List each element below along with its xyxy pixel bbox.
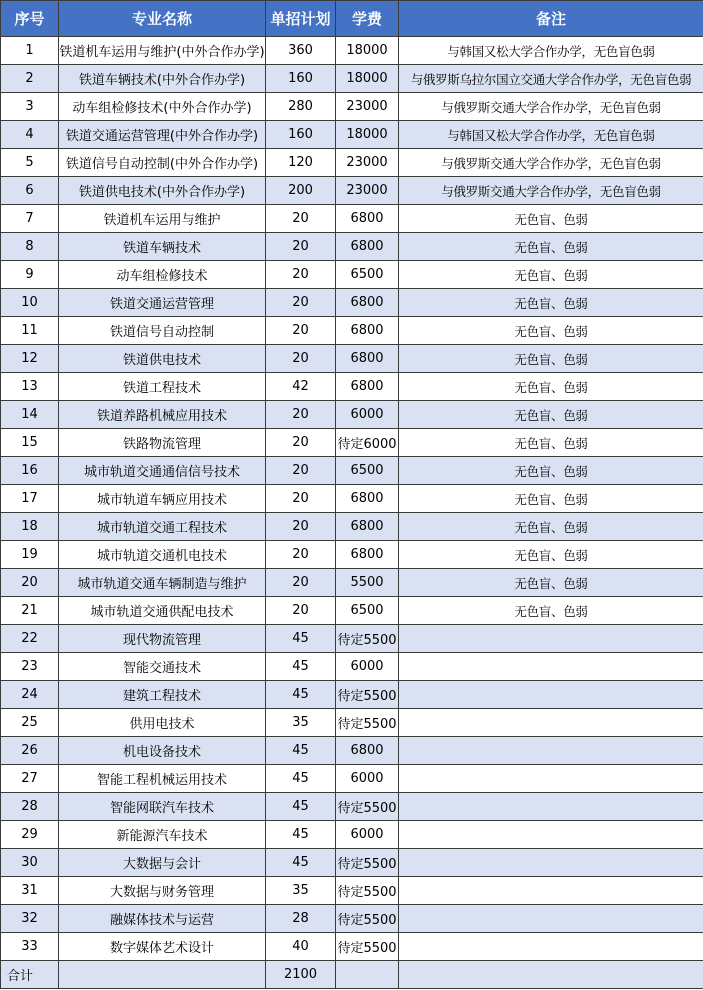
row-index: 12 (1, 345, 59, 373)
enrollment-plan: 35 (266, 709, 336, 737)
table-row (1, 905, 703, 933)
tuition-fee: 6800 (336, 737, 399, 765)
major-name: 铁道机车运用与维护(中外合作办学) (59, 37, 266, 65)
total-row (1, 961, 703, 989)
major-name: 数字媒体艺术设计 (59, 933, 266, 961)
enrollment-plan: 20 (266, 569, 336, 597)
enrollment-plan: 200 (266, 177, 336, 205)
row-index: 7 (1, 205, 59, 233)
table-row (1, 653, 703, 681)
tuition-fee: 6800 (336, 205, 399, 233)
remark (399, 905, 703, 933)
enrollment-plan: 20 (266, 261, 336, 289)
enrollment-plan: 20 (266, 597, 336, 625)
major-name: 铁路物流管理 (59, 429, 266, 457)
major-name: 城市轨道交通通信信号技术 (59, 457, 266, 485)
remark (399, 933, 703, 961)
major-name: 铁道工程技术 (59, 373, 266, 401)
row-index: 1 (1, 37, 59, 65)
major-name: 铁道养路机械应用技术 (59, 401, 266, 429)
header-major: 专业名称 (59, 1, 266, 37)
table-row (1, 177, 703, 205)
tuition-fee: 18000 (336, 121, 399, 149)
tuition-fee: 待定6000 (336, 429, 399, 457)
row-index: 8 (1, 233, 59, 261)
enrollment-plan: 20 (266, 289, 336, 317)
row-index: 32 (1, 905, 59, 933)
major-name: 大数据与财务管理 (59, 877, 266, 905)
total-major-cell (59, 961, 266, 989)
enrollment-plan: 35 (266, 877, 336, 905)
major-name: 建筑工程技术 (59, 681, 266, 709)
total-plan: 2100 (266, 961, 336, 989)
row-index: 2 (1, 65, 59, 93)
row-index: 17 (1, 485, 59, 513)
remark (399, 653, 703, 681)
tuition-fee: 待定5500 (336, 849, 399, 877)
tuition-fee: 6800 (336, 345, 399, 373)
enrollment-plan: 280 (266, 93, 336, 121)
row-index: 24 (1, 681, 59, 709)
enrollment-plan: 42 (266, 373, 336, 401)
major-name: 铁道交通运营管理 (59, 289, 266, 317)
remark (399, 821, 703, 849)
major-name: 铁道信号自动控制(中外合作办学) (59, 149, 266, 177)
row-index: 10 (1, 289, 59, 317)
remark: 无色盲、色弱 (399, 261, 703, 289)
tuition-fee: 23000 (336, 149, 399, 177)
enrollment-plan: 45 (266, 737, 336, 765)
major-name: 城市轨道交通车辆制造与维护 (59, 569, 266, 597)
tuition-fee: 6500 (336, 457, 399, 485)
tuition-fee: 6500 (336, 261, 399, 289)
row-index: 20 (1, 569, 59, 597)
tuition-fee: 6800 (336, 373, 399, 401)
tuition-fee: 待定5500 (336, 709, 399, 737)
table-row (1, 877, 703, 905)
enrollment-plan: 45 (266, 681, 336, 709)
enrollment-plan: 20 (266, 205, 336, 233)
table-row (1, 233, 703, 261)
table-row (1, 457, 703, 485)
major-name: 智能交通技术 (59, 653, 266, 681)
remark (399, 793, 703, 821)
major-name: 城市轨道交通供配电技术 (59, 597, 266, 625)
enrollment-plan: 45 (266, 765, 336, 793)
table-row (1, 793, 703, 821)
enrollment-plan: 45 (266, 653, 336, 681)
tuition-fee: 6800 (336, 485, 399, 513)
table-row (1, 317, 703, 345)
tuition-fee: 6500 (336, 597, 399, 625)
enrollment-plan: 40 (266, 933, 336, 961)
enrollment-plan: 20 (266, 541, 336, 569)
remark: 无色盲、色弱 (399, 317, 703, 345)
table-row (1, 485, 703, 513)
row-index: 5 (1, 149, 59, 177)
table-row (1, 289, 703, 317)
table-row (1, 541, 703, 569)
remark (399, 709, 703, 737)
remark: 无色盲、色弱 (399, 345, 703, 373)
tuition-fee: 待定5500 (336, 933, 399, 961)
header-plan: 单招计划 (266, 1, 336, 37)
remark: 与俄罗斯乌拉尔国立交通大学合作办学，无色盲色弱 (399, 65, 703, 93)
tuition-fee: 23000 (336, 93, 399, 121)
tuition-fee: 6000 (336, 765, 399, 793)
row-index: 33 (1, 933, 59, 961)
major-name: 动车组检修技术(中外合作办学) (59, 93, 266, 121)
table-row (1, 149, 703, 177)
major-name: 供用电技术 (59, 709, 266, 737)
enrollment-plan: 20 (266, 457, 336, 485)
table-header (1, 1, 703, 37)
remark: 无色盲、色弱 (399, 429, 703, 457)
row-index: 16 (1, 457, 59, 485)
remark: 无色盲、色弱 (399, 597, 703, 625)
table-row (1, 373, 703, 401)
row-index: 29 (1, 821, 59, 849)
enrollment-plan: 20 (266, 429, 336, 457)
enrollment-plan: 20 (266, 401, 336, 429)
remark (399, 877, 703, 905)
table-row (1, 933, 703, 961)
enrollment-plan: 20 (266, 233, 336, 261)
major-name: 城市轨道交通工程技术 (59, 513, 266, 541)
remark: 与俄罗斯交通大学合作办学，无色盲色弱 (399, 149, 703, 177)
table-row (1, 765, 703, 793)
row-index: 22 (1, 625, 59, 653)
total-note-cell (399, 961, 703, 989)
table-row (1, 569, 703, 597)
table-row (1, 737, 703, 765)
tuition-fee: 18000 (336, 37, 399, 65)
table-row (1, 513, 703, 541)
major-name: 智能网联汽车技术 (59, 793, 266, 821)
enrollment-plan: 120 (266, 149, 336, 177)
major-name: 铁道车辆技术 (59, 233, 266, 261)
row-index: 4 (1, 121, 59, 149)
remark: 无色盲、色弱 (399, 401, 703, 429)
enrollment-plan: 360 (266, 37, 336, 65)
remark: 无色盲、色弱 (399, 233, 703, 261)
row-index: 11 (1, 317, 59, 345)
tuition-fee: 5500 (336, 569, 399, 597)
tuition-fee: 待定5500 (336, 793, 399, 821)
major-name: 大数据与会计 (59, 849, 266, 877)
remark: 无色盲、色弱 (399, 569, 703, 597)
tuition-fee: 6800 (336, 317, 399, 345)
enrollment-plan: 20 (266, 317, 336, 345)
row-index: 19 (1, 541, 59, 569)
major-name: 机电设备技术 (59, 737, 266, 765)
table-row (1, 93, 703, 121)
enrollment-plan: 45 (266, 625, 336, 653)
total-label: 合计 (1, 961, 59, 989)
tuition-fee: 18000 (336, 65, 399, 93)
tuition-fee: 6000 (336, 653, 399, 681)
remark: 与俄罗斯交通大学合作办学，无色盲色弱 (399, 93, 703, 121)
remark: 无色盲、色弱 (399, 485, 703, 513)
table-row (1, 597, 703, 625)
enrollment-plan: 20 (266, 485, 336, 513)
enrollment-plan: 45 (266, 849, 336, 877)
table-row (1, 37, 703, 65)
tuition-fee: 6800 (336, 513, 399, 541)
major-name: 城市轨道车辆应用技术 (59, 485, 266, 513)
tuition-fee: 6000 (336, 821, 399, 849)
table-row (1, 429, 703, 457)
row-index: 9 (1, 261, 59, 289)
major-name: 铁道供电技术 (59, 345, 266, 373)
major-name: 动车组检修技术 (59, 261, 266, 289)
tuition-fee: 待定5500 (336, 905, 399, 933)
row-index: 3 (1, 93, 59, 121)
table-row (1, 261, 703, 289)
table-row (1, 205, 703, 233)
major-name: 铁道机车运用与维护 (59, 205, 266, 233)
remark (399, 681, 703, 709)
major-name: 智能工程机械运用技术 (59, 765, 266, 793)
tuition-fee: 6800 (336, 233, 399, 261)
tuition-fee: 23000 (336, 177, 399, 205)
major-name: 铁道信号自动控制 (59, 317, 266, 345)
table-row (1, 625, 703, 653)
header-row (1, 1, 703, 37)
remark (399, 849, 703, 877)
enrollment-plan: 28 (266, 905, 336, 933)
tuition-fee: 待定5500 (336, 681, 399, 709)
table-row (1, 821, 703, 849)
enrollment-plan: 20 (266, 345, 336, 373)
header-note: 备注 (399, 1, 703, 37)
remark: 与韩国又松大学合作办学，无色盲色弱 (399, 37, 703, 65)
row-index: 31 (1, 877, 59, 905)
remark: 与俄罗斯交通大学合作办学，无色盲色弱 (399, 177, 703, 205)
remark: 无色盲、色弱 (399, 373, 703, 401)
row-index: 15 (1, 429, 59, 457)
major-name: 铁道供电技术(中外合作办学) (59, 177, 266, 205)
tuition-fee: 6000 (336, 401, 399, 429)
enrollment-plan: 45 (266, 793, 336, 821)
row-index: 18 (1, 513, 59, 541)
tuition-fee: 待定5500 (336, 625, 399, 653)
table-row (1, 681, 703, 709)
row-index: 28 (1, 793, 59, 821)
remark (399, 765, 703, 793)
row-index: 6 (1, 177, 59, 205)
remark: 无色盲、色弱 (399, 513, 703, 541)
table-row (1, 401, 703, 429)
enrollment-plan: 20 (266, 513, 336, 541)
tuition-fee: 6800 (336, 289, 399, 317)
header-fee: 学费 (336, 1, 399, 37)
table-row (1, 65, 703, 93)
row-index: 13 (1, 373, 59, 401)
major-name: 铁道交通运营管理(中外合作办学) (59, 121, 266, 149)
major-name: 现代物流管理 (59, 625, 266, 653)
total-fee-cell (336, 961, 399, 989)
enrollment-plan: 160 (266, 65, 336, 93)
table-row (1, 709, 703, 737)
remark: 无色盲、色弱 (399, 289, 703, 317)
major-name: 融媒体技术与运营 (59, 905, 266, 933)
remark: 无色盲、色弱 (399, 541, 703, 569)
major-name: 铁道车辆技术(中外合作办学) (59, 65, 266, 93)
remark (399, 625, 703, 653)
remark: 无色盲、色弱 (399, 205, 703, 233)
row-index: 23 (1, 653, 59, 681)
enrollment-plan: 160 (266, 121, 336, 149)
row-index: 30 (1, 849, 59, 877)
row-index: 14 (1, 401, 59, 429)
table-row (1, 849, 703, 877)
remark: 无色盲、色弱 (399, 457, 703, 485)
header-index: 序号 (1, 1, 59, 37)
major-name: 新能源汽车技术 (59, 821, 266, 849)
table-body (1, 37, 703, 989)
remark: 与韩国又松大学合作办学，无色盲色弱 (399, 121, 703, 149)
row-index: 25 (1, 709, 59, 737)
table-row (1, 121, 703, 149)
table-row (1, 345, 703, 373)
tuition-fee: 6800 (336, 541, 399, 569)
row-index: 27 (1, 765, 59, 793)
major-name: 城市轨道交通机电技术 (59, 541, 266, 569)
tuition-fee: 待定5500 (336, 877, 399, 905)
remark (399, 737, 703, 765)
row-index: 21 (1, 597, 59, 625)
enrollment-plan: 45 (266, 821, 336, 849)
row-index: 26 (1, 737, 59, 765)
